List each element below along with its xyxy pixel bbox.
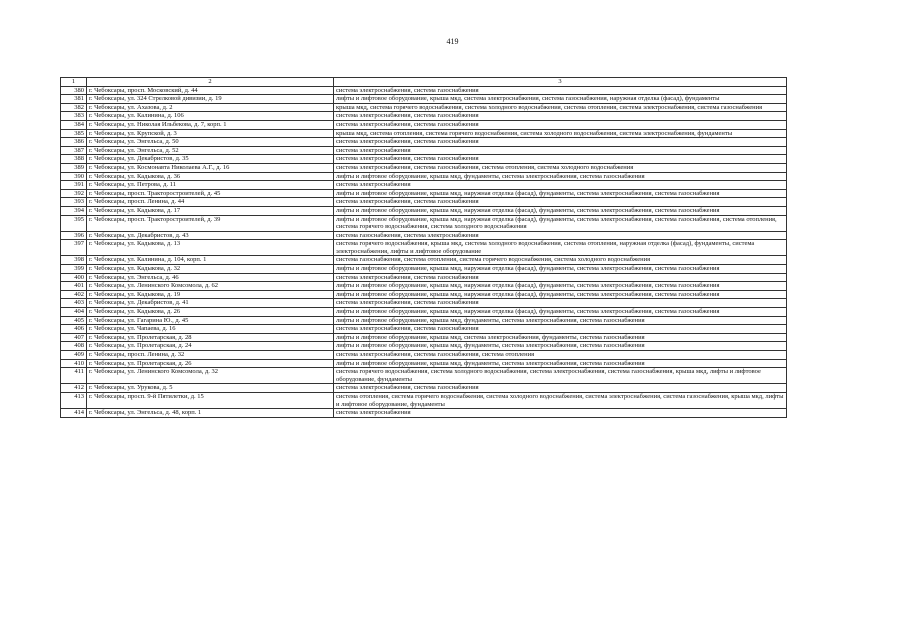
table-row [61,342,787,351]
row-number: 414 [61,409,87,418]
row-number: 408 [61,342,87,351]
table-row [61,163,787,172]
row-number: 390 [61,172,87,181]
table-row [61,273,787,282]
column-header: 1 [61,78,87,87]
row-works: крыша мкд, система горячего водоснабжения, система холодного водоснабжения, система отопления, система электроснабжения, система газоснабжения [334,103,787,112]
row-address: г. Чебоксары, ул. Космонавта Николаева А.Г., д. 16 [87,163,334,172]
table-row [61,146,787,155]
row-address: г. Чебоксары, ул. Энгельса, д. 52 [87,146,334,155]
table-row [61,392,787,408]
row-works: система электроснабжения, система газоснабжения [334,112,787,121]
row-address: г. Чебоксары, ул. Энгельса, д. 50 [87,138,334,147]
table-row [61,308,787,317]
row-number: 407 [61,333,87,342]
row-address: г. Чебоксары, просп. Тракторостроителей, д. 39 [87,215,334,231]
row-works: система электроснабжения, система газоснабжения [334,384,787,393]
row-number: 394 [61,206,87,215]
row-number: 405 [61,316,87,325]
table-row [61,351,787,360]
row-address: г. Чебоксары, ул. Урукова, д. 5 [87,384,334,393]
row-address: г. Чебоксары, просп. Ленина, д. 32 [87,351,334,360]
table-row [61,215,787,231]
row-address: г. Чебоксары, ул. Кадыкова, д. 26 [87,308,334,317]
row-number: 406 [61,325,87,334]
row-number: 411 [61,368,87,384]
row-works: система электроснабжения, система газоснабжения, система отопления [334,351,787,360]
row-number: 398 [61,256,87,265]
row-address: г. Чебоксары, ул. Кадыкова, д. 13 [87,240,334,256]
table-row [61,240,787,256]
page-number: 419 [446,37,459,46]
row-address: г. Чебоксары, ул. Петрова, д. 11 [87,181,334,190]
row-number: 386 [61,138,87,147]
table-row [61,112,787,121]
row-works: лифты и лифтовое оборудование, крыша мкд, наружная отделка (фасад), фундаменты, система электроснабжения, система газоснабжения [334,282,787,291]
table-row [61,325,787,334]
row-works: система электроснабжения, система газоснабжения [334,138,787,147]
row-works: система газоснабжения, система электроснабжения [334,231,787,240]
table-row [61,265,787,274]
row-number: 410 [61,359,87,368]
table-row [61,95,787,104]
row-address: г. Чебоксары, ул. Декабристов, д. 35 [87,155,334,164]
row-number: 409 [61,351,87,360]
row-address: г. Чебоксары, ул. Кадыкова, д. 32 [87,265,334,274]
row-number: 401 [61,282,87,291]
row-number: 384 [61,120,87,129]
row-number: 403 [61,299,87,308]
table-row [61,86,787,95]
row-number: 402 [61,290,87,299]
row-works: система электроснабжения, система газоснабжения [334,299,787,308]
row-works: система электроснабжения, система газоснабжения [334,120,787,129]
table-row [61,198,787,207]
row-address: г. Чебоксары, ул. Кадыкова, д. 36 [87,172,334,181]
row-works: система электроснабжения [334,181,787,190]
row-works: лифты и лифтовое оборудование, крыша мкд, наружная отделка (фасад), фундаменты, система электроснабжения, система газоснабжения [334,290,787,299]
row-address: г. Чебоксары, ул. Пролетарская, д. 24 [87,342,334,351]
row-works: крыша мкд, система отопления, система горячего водоснабжения, система холодного водоснабжения, система электроснабжения, фундаменты [334,129,787,138]
row-address: г. Чебоксары, ул. Кадыкова, д. 19 [87,290,334,299]
table-row [61,172,787,181]
table-row [61,181,787,190]
row-works: лифты и лифтовое оборудование, крыша мкд, фундаменты, система электроснабжения, система газоснабжения [334,342,787,351]
row-number: 412 [61,384,87,393]
row-works: система электроснабжения, система газоснабжения [334,273,787,282]
table-row [61,138,787,147]
row-number: 382 [61,103,87,112]
row-number: 400 [61,273,87,282]
row-number: 392 [61,189,87,198]
table-row [61,231,787,240]
row-number: 391 [61,181,87,190]
row-number: 383 [61,112,87,121]
row-address: г. Чебоксары, ул. Декабристов, д. 41 [87,299,334,308]
row-address: г. Чебоксары, ул. Кадыкова, д. 17 [87,206,334,215]
row-number: 397 [61,240,87,256]
row-works: система электроснабжения, система газоснабжения [334,198,787,207]
row-address: г. Чебоксары, ул. Ахазова, д. 2 [87,103,334,112]
row-works: лифты и лифтовое оборудование, крыша мкд, наружная отделка (фасад), фундаменты, система электроснабжения, система газоснабжения, система отопления, система горячего водоснабжения, система холодного водоснабжения [334,215,787,231]
row-address: г. Чебоксары, ул. Калинина, д. 106 [87,112,334,121]
table-row [61,333,787,342]
table-row [61,129,787,138]
row-number: 389 [61,163,87,172]
row-works: лифты и лифтовое оборудование, крыша мкд, фундаменты, система электроснабжения, система газоснабжения [334,359,787,368]
row-works: лифты и лифтовое оборудование, крыша мкд, наружная отделка (фасад), фундаменты, система электроснабжения, система газоснабжения [334,265,787,274]
row-works: лифты и лифтовое оборудование, крыша мкд, наружная отделка (фасад), фундаменты, система электроснабжения, система газоснабжения [334,308,787,317]
table-row [61,368,787,384]
row-address: г. Чебоксары, ул. Пролетарская, д. 26 [87,359,334,368]
row-address: г. Чебоксары, ул. Чапаева, д. 16 [87,325,334,334]
row-works: система горячего водоснабжения, крыша мкд, система холодного водоснабжения, система отопления, наружная отделка (фасад), фундаменты, система электроснабжения, лифты и лифтовое оборудование [334,240,787,256]
row-address: г. Чебоксары, ул. Крупской, д. 3 [87,129,334,138]
row-works: система электроснабжения, система газоснабжения [334,86,787,95]
table-row [61,409,787,418]
table-row [61,359,787,368]
table-row [61,316,787,325]
row-number: 404 [61,308,87,317]
row-address: г. Чебоксары, ул. 324 Стрелковой дивизии, д. 19 [87,95,334,104]
row-address: г. Чебоксары, ул. Ленинского Комсомола, д. 32 [87,368,334,384]
table-row [61,384,787,393]
row-works: система электроснабжения [334,409,787,418]
table-row [61,282,787,291]
row-address: г. Чебоксары, ул. Энгельса, д. 48, корп. 1 [87,409,334,418]
table-row [61,155,787,164]
row-number: 393 [61,198,87,207]
row-address: г. Чебоксары, ул. Гагарина Ю., д. 45 [87,316,334,325]
row-works: лифты и лифтовое оборудование, крыша мкд, система электроснабжения, фундаменты, система газоснабжения [334,333,787,342]
row-works: лифты и лифтовое оборудование, крыша мкд, наружная отделка (фасад), фундаменты, система электроснабжения, система газоснабжения [334,206,787,215]
row-address: г. Чебоксары, ул. Декабристов, д. 43 [87,231,334,240]
row-number: 399 [61,265,87,274]
table-row [61,299,787,308]
row-address: г. Чебоксары, ул. Ленинского Комсомола, д. 62 [87,282,334,291]
row-address: г. Чебоксары, ул. Энгельса, д. 46 [87,273,334,282]
row-works: система электроснабжения, система газоснабжения [334,325,787,334]
row-works: система горячего водоснабжения, система холодного водоснабжения, система электроснабжения, система газоснабжения, крыша мкд, лифты и лифтовое оборудование, фундаменты [334,368,787,384]
row-works: система электроснабжения, система газоснабжения, система отопления, система холодного водоснабжения [334,163,787,172]
row-number: 388 [61,155,87,164]
addresses-table [60,77,787,418]
table-row [61,256,787,265]
row-address: г. Чебоксары, просп. Московский, д. 44 [87,86,334,95]
row-address: г. Чебоксары, просп. Тракторостроителей, д. 45 [87,189,334,198]
row-number: 380 [61,86,87,95]
row-number: 381 [61,95,87,104]
row-address: г. Чебоксары, ул. Калинина, д. 104, корп. 1 [87,256,334,265]
row-works: система электроснабжения, система газоснабжения [334,155,787,164]
table-row [61,290,787,299]
row-works: лифты и лифтовое оборудование, крыша мкд, фундаменты, система электроснабжения, система газоснабжения [334,316,787,325]
row-number: 396 [61,231,87,240]
row-works: лифты и лифтовое оборудование, крыша мкд, система электроснабжения, система газоснабжения, наружная отделка (фасад), фундаменты [334,95,787,104]
row-number: 395 [61,215,87,231]
row-works: система электроснабжения [334,146,787,155]
table-row [61,120,787,129]
row-address: г. Чебоксары, ул. Николая Ильбекова, д. 7, корп. 1 [87,120,334,129]
table-row [61,206,787,215]
column-header: 2 [87,78,334,87]
table-header-row [61,78,787,87]
row-works: лифты и лифтовое оборудование, крыша мкд, наружная отделка (фасад), фундаменты, система электроснабжения, система газоснабжения [334,189,787,198]
row-address: г. Чебоксары, ул. Пролетарская, д. 28 [87,333,334,342]
row-number: 385 [61,129,87,138]
row-address: г. Чебоксары, просп. Ленина, д. 44 [87,198,334,207]
row-works: лифты и лифтовое оборудование, крыша мкд, фундаменты, система электроснабжения, система газоснабжения [334,172,787,181]
row-works: система газоснабжения, система отопления, система горячего водоснабжения, система холодного водоснабжения [334,256,787,265]
column-header: 3 [334,78,787,87]
table-row [61,103,787,112]
row-number: 387 [61,146,87,155]
row-address: г. Чебоксары, просп. 9-й Пятилетки, д. 15 [87,392,334,408]
row-works: система отопления, система горячего водоснабжения, система холодного водоснабжения, система электроснабжения, система газоснабжения, крыша мкд, лифты и лифтовое оборудование, фундаменты [334,392,787,408]
row-number: 413 [61,392,87,408]
table-row [61,189,787,198]
